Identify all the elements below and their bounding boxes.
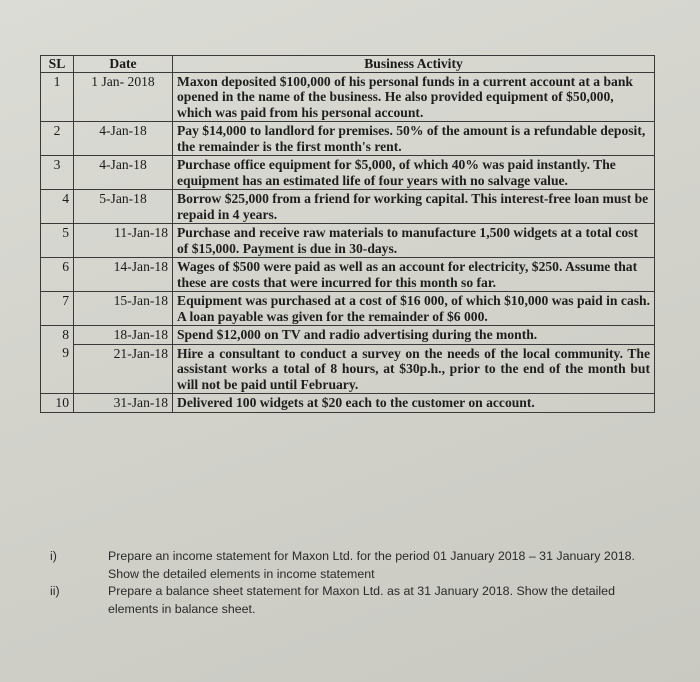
question-text: Prepare an income statement for Maxon Ltd. for the period 01 January 2018 – 31 January 2018. Show the detailed elements in income statement — [108, 549, 635, 581]
row-activity: Purchase office equipment for $5,000, of which 40% was paid instantly. The equipment has an estimated life of four years with no salvage value. — [173, 156, 655, 190]
question-number: i) — [50, 549, 57, 563]
table-header-row — [41, 56, 655, 73]
header-activity: Business Activity — [173, 56, 655, 73]
row-sl: 8 — [41, 326, 74, 345]
row-activity: Spend $12,000 on TV and radio advertising during the month. — [173, 326, 655, 345]
row-sl: 1 — [41, 72, 74, 122]
table-row — [41, 292, 655, 326]
row-sl: 2 — [41, 122, 74, 156]
row-sl: 3 — [41, 156, 74, 190]
row-activity: Delivered 100 widgets at $20 each to the customer on account. — [173, 394, 655, 413]
header-sl: SL — [41, 56, 74, 73]
row-date: 21-Jan-18 — [74, 344, 173, 394]
row-date: 15-Jan-18 — [74, 292, 173, 326]
question-item — [46, 548, 646, 583]
header-date: Date — [74, 56, 173, 73]
row-activity: Maxon deposited $100,000 of his personal funds in a current account at a bank opened in the name of the business. He also provided equipment of $50,000, which was paid from his personal account. — [173, 72, 655, 122]
row-date: 18-Jan-18 — [74, 326, 173, 345]
table-row — [41, 72, 655, 122]
row-activity: Purchase and receive raw materials to manufacture 1,500 widgets at a total cost of $15,000. Payment is due in 30-days. — [173, 224, 655, 258]
row-date: 11-Jan-18 — [74, 224, 173, 258]
row-date: 5-Jan-18 — [74, 190, 173, 224]
question-list — [46, 548, 646, 618]
row-activity: Pay $14,000 to landlord for premises. 50% of the amount is a refundable deposit, the remainder is the first month's rent. — [173, 122, 655, 156]
row-sl: 9 — [41, 344, 74, 394]
row-date: 4-Jan-18 — [74, 122, 173, 156]
business-activity-table — [40, 55, 655, 413]
question-text: Prepare a balance sheet statement for Maxon Ltd. as at 31 January 2018. Show the detailed elements in balance sheet. — [108, 584, 615, 616]
table-row — [41, 344, 655, 394]
question-number: ii) — [50, 584, 60, 598]
table-row — [41, 156, 655, 190]
question-item — [46, 583, 646, 618]
row-date: 4-Jan-18 — [74, 156, 173, 190]
row-sl: 7 — [41, 292, 74, 326]
row-sl: 4 — [41, 190, 74, 224]
table-row — [41, 122, 655, 156]
table-row — [41, 224, 655, 258]
table-row — [41, 394, 655, 413]
table-row — [41, 326, 655, 345]
row-sl: 10 — [41, 394, 74, 413]
row-date: 1 Jan- 2018 — [74, 72, 173, 122]
row-date: 31-Jan-18 — [74, 394, 173, 413]
row-activity: Hire a consultant to conduct a survey on the needs of the local community. The assistant works a total of 8 hours, at $30p.h., prior to the end of the month but will not be paid until February. — [173, 344, 655, 394]
row-activity: Borrow $25,000 from a friend for working capital. This interest-free loan must be repaid in 4 years. — [173, 190, 655, 224]
row-activity: Wages of $500 were paid as well as an account for electricity, $250. Assume that these are costs that were incurred for this month so far. — [173, 258, 655, 292]
row-date: 14-Jan-18 — [74, 258, 173, 292]
table-row — [41, 258, 655, 292]
row-sl: 5 — [41, 224, 74, 258]
row-sl: 6 — [41, 258, 74, 292]
row-activity: Equipment was purchased at a cost of $16 000, of which $10,000 was paid in cash. A loan payable was given for the remainder of $6 000. — [173, 292, 655, 326]
table-row — [41, 190, 655, 224]
